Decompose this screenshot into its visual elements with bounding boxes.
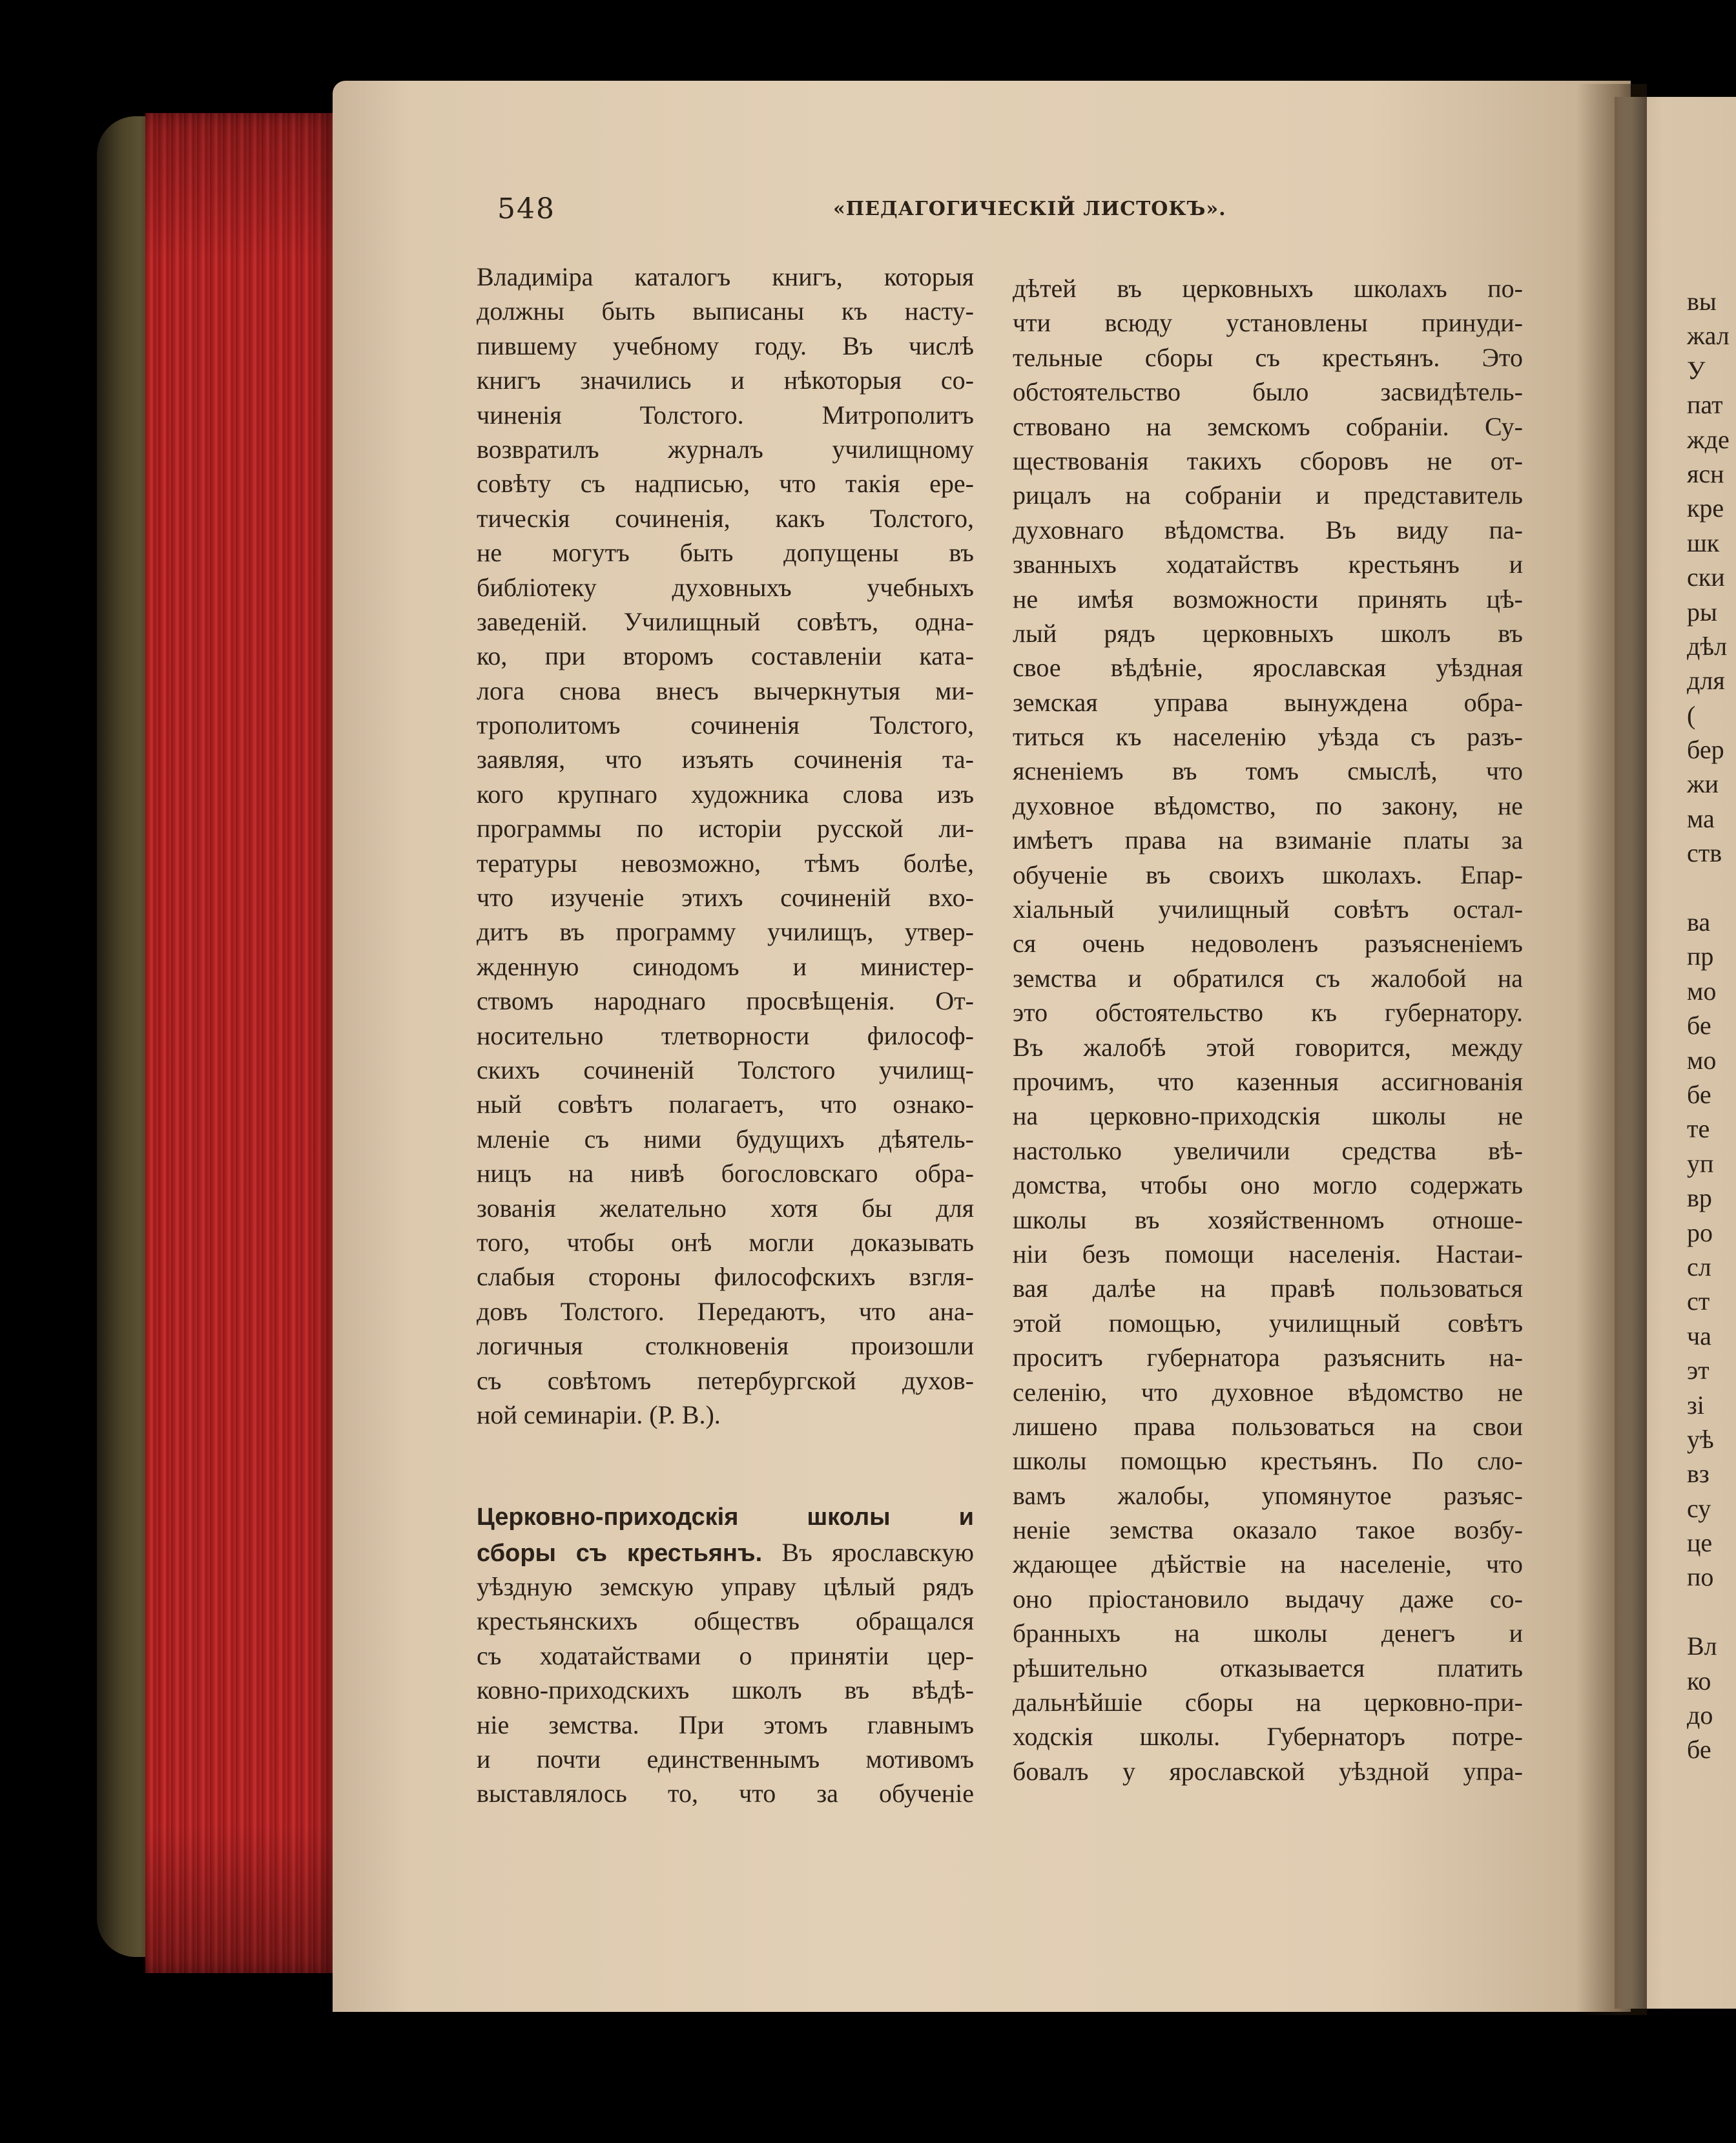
text-line: вая далѣе на правѣ пользоваться — [1013, 1274, 1523, 1303]
facing-page-fragment: жи — [1687, 769, 1719, 799]
facing-page-fragment: бе — [1687, 1011, 1711, 1040]
text-line: лишено права пользоваться на свои — [1013, 1411, 1523, 1441]
facing-page-fragment: мо — [1687, 976, 1717, 1006]
text-line: домства, чтобы оно могло содержать — [1013, 1170, 1523, 1200]
facing-page-fragment: ма — [1687, 803, 1715, 833]
text-line: бовалъ у ярославской уѣздной упра- — [1013, 1756, 1523, 1786]
facing-page-fragment: бер — [1687, 735, 1724, 765]
page-number: 548 — [497, 192, 555, 225]
facing-page-fragment: У — [1687, 355, 1706, 385]
text-line: скихъ сочиненій Толстого училищ- — [477, 1055, 974, 1084]
text-line: жденную синодомъ и министер- — [477, 951, 974, 981]
text-line: свое вѣдѣніе, ярославская уѣздная — [1013, 653, 1523, 683]
text-line: должны быть выписаны къ насту- — [477, 296, 974, 326]
text-line: званныхъ ходатайствъ крестьянъ и — [1013, 550, 1523, 579]
text-line: зованія желательно хотя бы для — [477, 1193, 974, 1223]
text-line: ходскія школы. Губернаторъ потре- — [1013, 1722, 1523, 1752]
facing-page-fragment: вр — [1687, 1183, 1712, 1213]
text-line: духовное вѣдомство, по закону, не — [1013, 791, 1523, 820]
text-line: Въ жалобѣ этой говорится, между — [1013, 1032, 1523, 1062]
facing-page-fragment: жде — [1687, 424, 1730, 454]
text-line: лый рядъ церковныхъ школъ въ — [1013, 618, 1523, 648]
text-line: книгъ значились и нѣкоторыя со- — [477, 366, 974, 395]
facing-page-fragment: мо — [1687, 1045, 1717, 1075]
text-line: ной семинаріи. (Р. В.). — [477, 1400, 721, 1429]
page-header — [497, 192, 1524, 231]
facing-page-fragment: для — [1687, 666, 1725, 696]
subhead-line: Церковно-приходскія школы и — [477, 1504, 974, 1531]
facing-page-fragment: дѣл — [1687, 631, 1728, 661]
text-line: ждающее дѣйствіе на населеніе, что — [1013, 1549, 1523, 1579]
text-line: дитъ въ программу училищъ, утвер- — [477, 917, 974, 947]
facing-page-fragment: бе — [1687, 1079, 1711, 1109]
text-line: логичныя столкновенія произошли — [477, 1331, 974, 1361]
subhead-bold: сборы съ крестьянъ. — [477, 1539, 763, 1567]
facing-page-fragment: уѣ — [1687, 1424, 1714, 1454]
facing-page-fragment: ры — [1687, 597, 1717, 626]
text-line: рицалъ на собраніи и представитель — [1013, 481, 1523, 510]
text-line: ніе земства. При этомъ главнымъ — [477, 1710, 974, 1739]
facing-page-fragment: по — [1687, 1562, 1714, 1592]
facing-page-fragment: ств — [1687, 838, 1722, 868]
facing-page-fragment: те — [1687, 1114, 1710, 1144]
facing-page-fragment: до — [1687, 1701, 1713, 1730]
left-text-column — [477, 260, 974, 1811]
facing-page-fragment: уп — [1687, 1148, 1714, 1178]
text-line: совѣту съ надписью, что такія ере- — [477, 469, 974, 499]
text-line: это обстоятельство къ губернатору. — [1013, 998, 1523, 1028]
text-line: что изученіе этихъ сочиненій вхо- — [477, 883, 974, 913]
text-line: мленіе съ ними будущихъ дѣятель- — [477, 1124, 974, 1154]
text-line: ясненіемъ въ томъ смыслѣ, что — [1013, 756, 1523, 786]
text-line: прочимъ, что казенныя ассигнованія — [1013, 1066, 1523, 1096]
text-line: ніи безъ помощи населенія. Настаи- — [1013, 1239, 1523, 1268]
subhead-rest: Въ ярославскую — [762, 1537, 974, 1567]
facing-page-text — [1687, 284, 1736, 1767]
facing-page-fragment: зі — [1687, 1390, 1704, 1420]
text-line: чиненія Толстого. Митрополитъ — [477, 400, 974, 430]
text-line: проситъ губернатора разъяснить на- — [1013, 1343, 1523, 1372]
text-line: уѣздную земскую управу цѣлый рядъ — [477, 1572, 974, 1602]
text-line: обученіе въ своихъ школахъ. Епар- — [1013, 860, 1523, 889]
text-line: ществованія такихъ сборовъ не от- — [1013, 446, 1523, 475]
text-line: школы въ хозяйственномъ отноше- — [1013, 1205, 1523, 1234]
facing-page-fragment: су — [1687, 1493, 1711, 1523]
facing-page-fragment: ясн — [1687, 459, 1724, 488]
text-line: тельные сборы съ крестьянъ. Это — [1013, 342, 1523, 372]
facing-page-fragment: ( — [1687, 700, 1696, 730]
text-line: слабыя стороны философскихъ взгля- — [477, 1262, 974, 1292]
text-line: довъ Толстого. Передаютъ, что ана- — [477, 1296, 974, 1326]
text-line: ствовано на земскомъ собраніи. Су- — [1013, 411, 1523, 441]
text-line: пившему учебному году. Въ числѣ — [477, 331, 974, 360]
facing-page-fragment: кре — [1687, 493, 1724, 523]
text-line: ный совѣтъ полагаетъ, что ознако- — [477, 1090, 974, 1119]
facing-page-fragment: жал — [1687, 321, 1730, 351]
text-line: ницъ на нивѣ богословскаго обра- — [477, 1159, 974, 1188]
facing-page-fragment: бе — [1687, 1735, 1711, 1765]
text-line: заведеній. Училищный совѣтъ, одна- — [477, 606, 974, 636]
text-line: ко, при второмъ составленіи ката- — [477, 641, 974, 671]
text-line: тическія сочиненія, какъ Толстого, — [477, 503, 974, 533]
text-line: трополитомъ сочиненія Толстого, — [477, 710, 974, 740]
text-line: и почти единственнымъ мотивомъ — [477, 1744, 974, 1774]
facing-page-fragment: Вл — [1687, 1631, 1717, 1661]
text-line: того, чтобы онѣ могли доказывать — [477, 1227, 974, 1257]
facing-page-fragment: пр — [1687, 942, 1714, 971]
text-line: съ ходатайствами о принятіи цер- — [477, 1641, 974, 1670]
text-line: Владиміра каталогъ книгъ, которыя — [477, 262, 974, 291]
facing-page-fragment: сл — [1687, 1252, 1711, 1281]
facing-page-fragment: ро — [1687, 1217, 1713, 1247]
facing-page-fragment: шк — [1687, 528, 1720, 557]
text-line: лога снова внесъ вычеркнутыя ми- — [477, 676, 974, 705]
facing-page-fragment: це — [1687, 1528, 1713, 1558]
text-line: заявляя, что изъять сочиненія та- — [477, 745, 974, 774]
text-line: чти всюду установлены принуди- — [1013, 308, 1523, 338]
text-line: селенію, что духовное вѣдомство не — [1013, 1377, 1523, 1407]
facing-page-fragment: эт — [1687, 1356, 1710, 1385]
text-line: ствомъ народнаго просвѣщенія. От- — [477, 986, 974, 1016]
text-line: бранныхъ на школы денегъ и — [1013, 1619, 1523, 1648]
subhead-line-2 — [477, 1535, 974, 1569]
text-line: кого крупнаго художника слова изъ — [477, 779, 974, 809]
right-text-column — [1013, 271, 1523, 1788]
text-line: программы по исторіи русской ли- — [477, 814, 974, 844]
text-line: крестьянскихъ обществъ обращался — [477, 1606, 974, 1636]
article-start — [477, 1569, 974, 1811]
text-line: не имѣя возможности принять цѣ- — [1013, 584, 1523, 614]
text-line: неніе земства оказало такое возбу- — [1013, 1515, 1523, 1545]
text-line: этой помощью, училищный совѣтъ — [1013, 1308, 1523, 1338]
red-page-edges — [145, 113, 339, 1973]
text-line: тературы невозможно, тѣмъ болѣе, — [477, 848, 974, 878]
text-line: дальнѣйшіе сборы на церковно-при- — [1013, 1688, 1523, 1717]
article-ending — [477, 260, 974, 1432]
text-line: съ совѣтомъ петербургской духов- — [477, 1365, 974, 1395]
text-line: на церковно-приходскія школы не — [1013, 1101, 1523, 1131]
text-line: рѣшительно отказывается платить — [1013, 1653, 1523, 1682]
text-line: не могутъ быть допущены въ — [477, 538, 974, 568]
facing-page-fragment: ко — [1687, 1666, 1711, 1695]
text-line: библіотеку духовныхъ учебныхъ — [477, 572, 974, 602]
text-line: дѣтей въ церковныхъ школахъ по- — [1013, 274, 1523, 303]
facing-page-fragment: вы — [1687, 287, 1717, 316]
text-line: вамъ жалобы, упомянутое разъяс- — [1013, 1480, 1523, 1510]
running-title: «ПЕДАГОГИЧЕСКІЙ ЛИСТОКЪ». — [833, 198, 1226, 220]
text-line: возвратилъ журналъ училищному — [477, 434, 974, 464]
text-line: обстоятельство было засвидѣтель- — [1013, 377, 1523, 407]
text-line: титься къ населенію уѣзда съ разъ- — [1013, 722, 1523, 752]
text-line: земская управа вынуждена обра- — [1013, 687, 1523, 717]
text-line: имѣетъ права на взиманіе платы за — [1013, 825, 1523, 855]
facing-page-fragment: ча — [1687, 1321, 1711, 1351]
text-line: носительно тлетворности философ- — [477, 1020, 974, 1050]
text-line: духовнаго вѣдомства. Въ виду па- — [1013, 515, 1523, 544]
page-gutter-shadow — [1576, 84, 1647, 2015]
text-line: выставлялось то, что за обученіе — [477, 1779, 974, 1808]
text-line: оно пріостановило выдачу даже со- — [1013, 1584, 1523, 1613]
facing-page-fragment: ст — [1687, 1287, 1710, 1316]
text-line: земства и обратился съ жалобой на — [1013, 963, 1523, 993]
facing-page-fragment: вз — [1687, 1459, 1710, 1489]
facing-page-fragment: ва — [1687, 907, 1711, 937]
text-line: школы помощью крестьянъ. По сло- — [1013, 1446, 1523, 1476]
text-line: хіальный училищный совѣтъ остал- — [1013, 895, 1523, 924]
facing-page-fragment: ски — [1687, 563, 1725, 592]
text-line: настолько увеличили средства вѣ- — [1013, 1135, 1523, 1165]
facing-page-fragment: пат — [1687, 390, 1723, 420]
text-line: ковно-приходскихъ школъ въ вѣдѣ- — [477, 1675, 974, 1705]
text-line: ся очень недоволенъ разъясненіемъ — [1013, 929, 1523, 958]
